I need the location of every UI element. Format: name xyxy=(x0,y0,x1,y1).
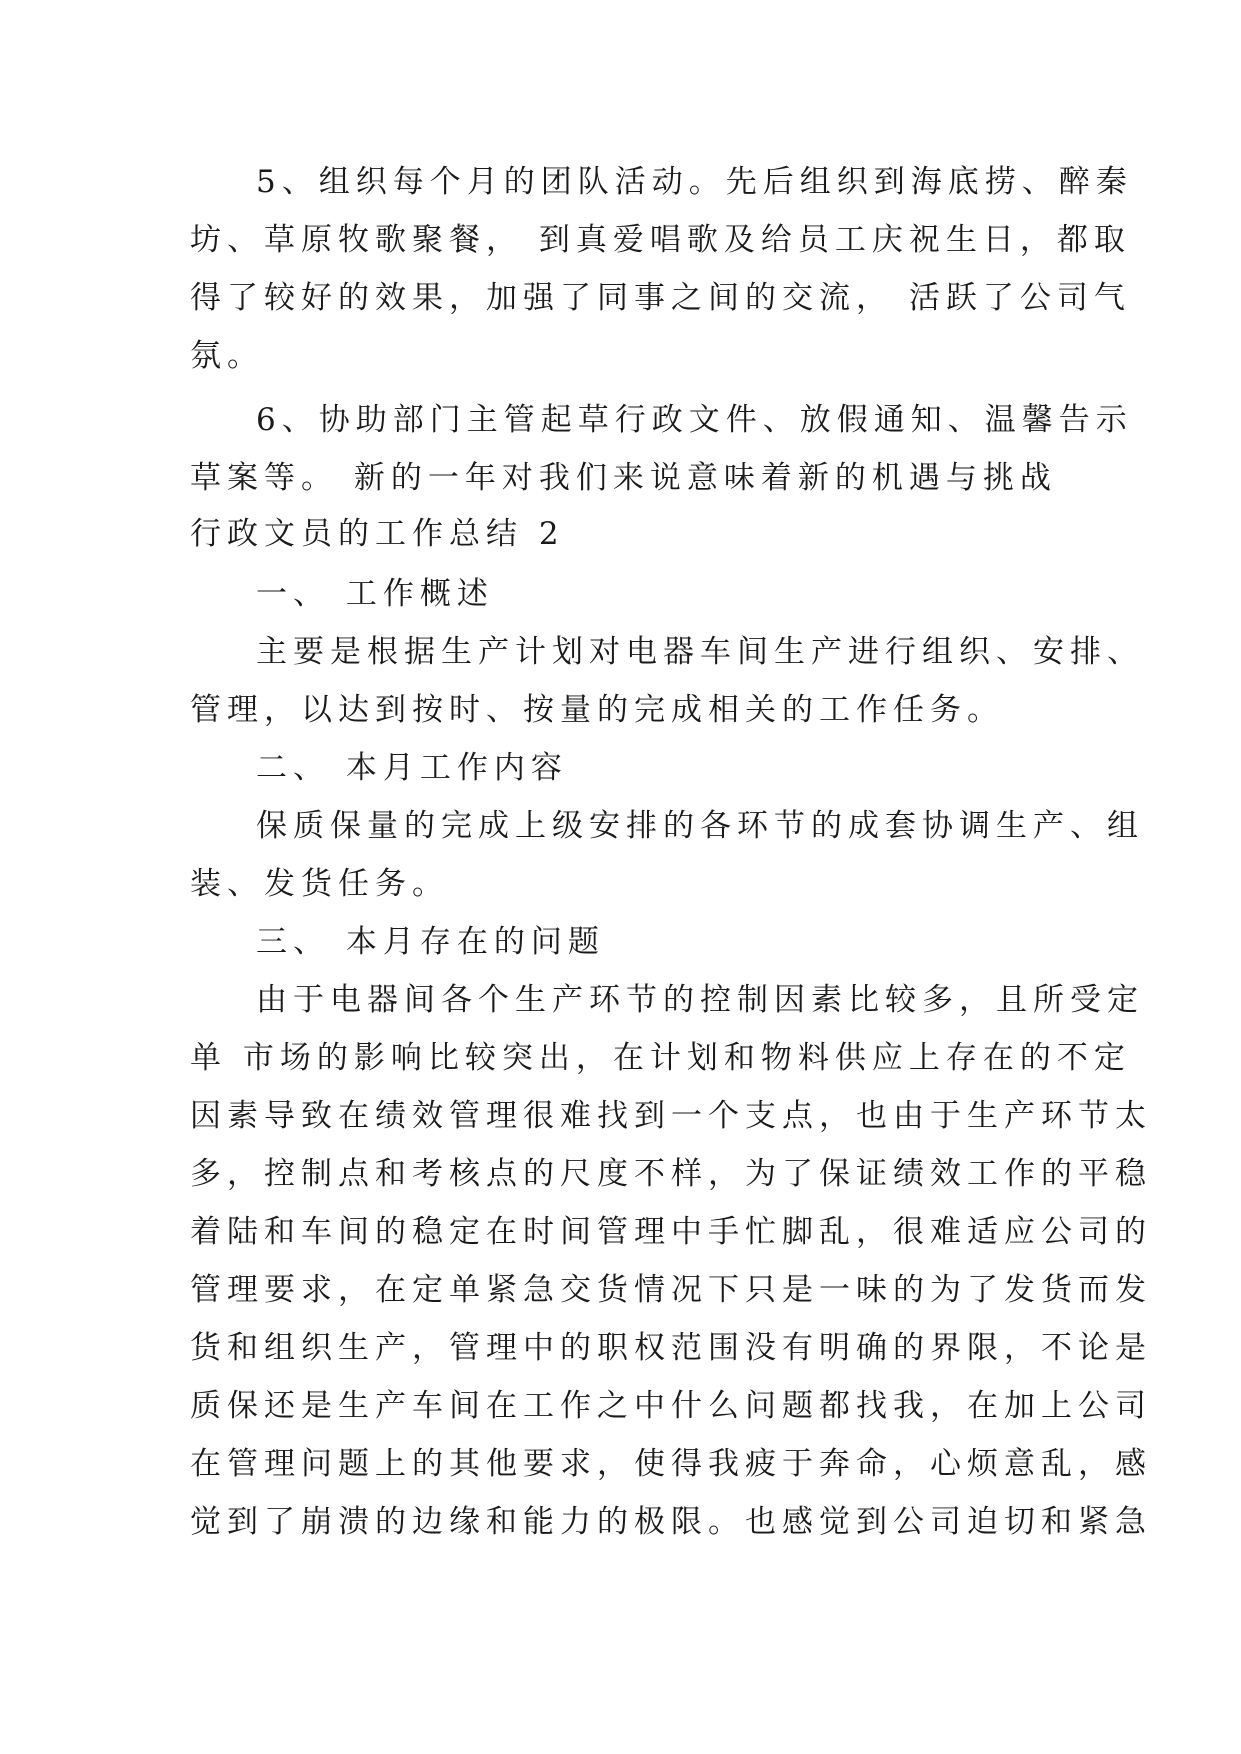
problems-line-7: 货和组织生产，管理中的职权范围没有明确的界限，不论是 xyxy=(190,1330,1152,1366)
problems-line-5: 着陆和车间的稳定在时间管理中手忙脚乱，很难适应公司的 xyxy=(190,1214,1152,1250)
problems-line-3: 因素导致在绩效管理很难找到一个支点，也由于生产环节太 xyxy=(190,1098,1152,1134)
problems-line-9: 在管理问题上的其他要求，使得我疲于奔命，心烦意乱，感 xyxy=(190,1446,1152,1482)
problems-line-10: 觉到了崩溃的边缘和能力的极限。也感觉到公司迫切和紧急 xyxy=(190,1504,1152,1540)
overview-line-1: 主要是根据生产计划对电器车间生产进行组织、安排、 xyxy=(256,634,1144,670)
monthly-work-line-2: 装、发货任务。 xyxy=(190,866,449,902)
problems-line-2: 单 市场的影响比较突出，在计划和物料供应上存在的不定 xyxy=(190,1040,1131,1076)
section-title: 行政文员的工作总结 2 xyxy=(190,516,565,552)
paragraph-6-line-2: 草案等。 新的一年对我们来说意味着新的机遇与挑战 xyxy=(190,460,1057,496)
problems-line-4: 多，控制点和考核点的尺度不样，为了保证绩效工作的平稳 xyxy=(190,1156,1152,1192)
problems-line-1: 由于电器间各个生产环节的控制因素比较多，且所受定 xyxy=(256,982,1144,1018)
paragraph-5-line-1: 5、组织每个月的团队活动。先后组织到海底捞、醉秦 xyxy=(256,164,1133,200)
paragraph-5-line-3: 得了较好的效果，加强了同事之间的交流， 活跃了公司气 xyxy=(190,280,1131,316)
overview-line-2: 管理，以达到按时、按量的完成相关的工作任务。 xyxy=(190,692,1004,728)
problems-line-8: 质保还是生产车间在工作之中什么问题都找我，在加上公司 xyxy=(190,1388,1152,1424)
heading-work-overview: 一、 工作概述 xyxy=(256,576,494,612)
paragraph-5-line-2: 坊、草原牧歌聚餐， 到真爱唱歌及给员工庆祝生日，都取 xyxy=(190,222,1131,258)
paragraph-6-line-1: 6、协助部门主管起草行政文件、放假通知、温馨告示 xyxy=(256,402,1133,438)
paragraph-5-line-4: 氛。 xyxy=(190,338,264,374)
monthly-work-line-1: 保质保量的完成上级安排的各环节的成套协调生产、组 xyxy=(256,808,1144,844)
heading-problems: 三、 本月存在的问题 xyxy=(256,924,605,960)
heading-monthly-work: 二、 本月工作内容 xyxy=(256,750,568,786)
problems-line-6: 管理要求，在定单紧急交货情况下只是一味的为了发货而发 xyxy=(190,1272,1152,1308)
